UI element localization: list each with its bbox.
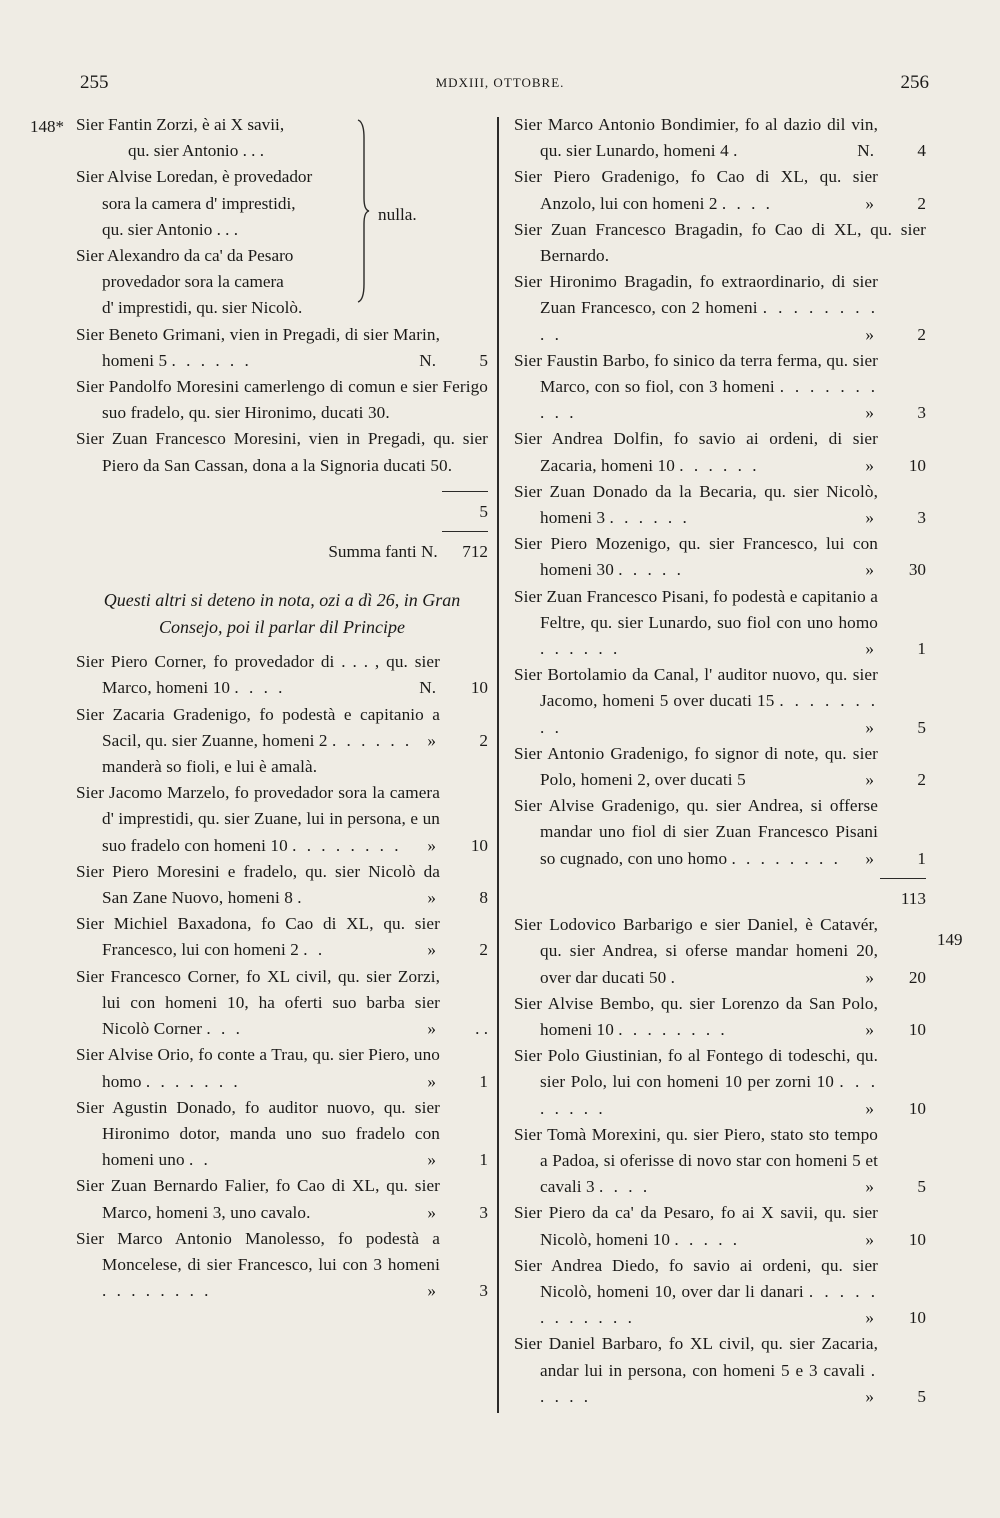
bracket-line: qu. sier Antonio . . . xyxy=(128,141,265,161)
entry-mark: » xyxy=(865,717,874,737)
entry-quantity: 1 xyxy=(917,639,926,659)
leader-dots: . . . . . . . . xyxy=(102,1281,212,1301)
subtotal-rule xyxy=(514,872,926,886)
entry-quantity: 2 xyxy=(479,940,488,960)
entry xyxy=(76,426,488,478)
entry-text: Sier Bortolamio da Canal, l' auditor nuovo, qu. sier Jacomo, homeni 5 over ducati 15 xyxy=(514,665,878,711)
entry xyxy=(76,1173,488,1225)
entry-quantity: 2 xyxy=(917,770,926,790)
leader-dots: . . . . . . . . . xyxy=(540,691,879,737)
brace-icon xyxy=(356,118,370,304)
summa-label: Summa fanti N. xyxy=(328,542,438,562)
leader-dots: . . . xyxy=(206,1019,243,1039)
entry-mark: » xyxy=(427,940,436,960)
entry xyxy=(514,269,926,348)
page-header xyxy=(0,72,1000,96)
entry-mark: » xyxy=(427,1071,436,1091)
entry-text: manderà so fioli, e lui è amalà. xyxy=(102,757,318,777)
entry-quantity: . . xyxy=(475,1019,488,1039)
leader-dots: . . . . . . xyxy=(331,730,413,750)
entry-mark: » xyxy=(865,639,874,659)
entry xyxy=(514,112,926,164)
entry-text: Sier Hironimo Bragadin, fo extraordinario, di sier Zuan Francesco, con 2 homeni xyxy=(514,272,878,318)
entry-text: Sier Alvise Orio, fo conte a Trau, qu. sier Piero, uno homo xyxy=(76,1045,440,1091)
entry-text: Sier Zuan Francesco Moresini, vien in Pregadi, qu. sier Piero da San Cassan, dona a la Signoria ducati 50. xyxy=(76,429,488,475)
subtotal-value: 113 xyxy=(900,888,926,908)
entry-quantity: 20 xyxy=(908,967,926,987)
entry-mark: » xyxy=(865,455,874,475)
entry-mark: » xyxy=(865,508,874,528)
entry-text: Sier Piero Mozenigo, qu. sier Francesco, lui con homeni 30 xyxy=(514,534,878,580)
page-number-left: 255 xyxy=(80,72,109,93)
entry-quantity: 3 xyxy=(917,403,926,423)
entry-text: Sier Alvise Gradenigo, qu. sier Andrea, si offerse mandar uno fiol di sier Zuan Francesco Pisani so cugnado, con uno homo xyxy=(514,796,878,868)
entry xyxy=(514,1253,926,1332)
entry xyxy=(76,374,488,426)
subtotal-value: 5 xyxy=(479,501,488,521)
entry-text: Sier Zuan Bernardo Falier, fo Cao di XL, qu. sier Marco, homeni 3, uno cavalo. xyxy=(76,1176,440,1222)
entry-quantity: 3 xyxy=(479,1281,488,1301)
subtotal xyxy=(76,499,488,525)
leader-dots: . . . . . . . . xyxy=(292,835,402,855)
entry xyxy=(514,1043,926,1122)
entry-text: Sier Michiel Baxadona, fo Cao di XL, qu. sier Francesco, lui con homeni 2 xyxy=(76,914,440,960)
leader-dots: . . . . . . xyxy=(171,350,252,370)
entry xyxy=(514,1200,926,1252)
entry xyxy=(76,780,488,859)
margin-note-right: 149 xyxy=(937,930,963,949)
entry xyxy=(514,662,926,741)
leader-dots: . . . . . . xyxy=(609,508,690,528)
entry-mark: » xyxy=(865,403,874,423)
entry-text: Sier Piero Corner, fo provedador di . . . , qu. sier Marco, homeni 10 xyxy=(76,652,440,698)
entry-mark: » xyxy=(427,730,436,750)
entry-mark: » xyxy=(865,1308,874,1328)
entry xyxy=(76,1095,488,1174)
entry-mark: » xyxy=(865,193,874,213)
entry xyxy=(76,754,488,780)
entry-mark: » xyxy=(865,1386,874,1406)
entry-text: Sier Pandolfo Moresini camerlengo di comun e sier Ferigo suo fradelo, qu. sier Hironimo, ducati 30. xyxy=(76,377,488,423)
entry-quantity: 1 xyxy=(479,1150,488,1170)
entry-quantity: 10 xyxy=(470,835,488,855)
entry-text: Sier Piero Gradenigo, fo Cao di XL, qu. sier Anzolo, lui con homeni 2 xyxy=(514,167,878,213)
leader-dots: . xyxy=(670,967,678,987)
entry-text: Sier Agustin Donado, fo auditor nuovo, qu. sier Hironimo dotor, manda uno suo fradelo con homeni uno xyxy=(76,1097,440,1170)
entry-text: Sier Zuan Francesco Bragadin, fo Cao di XL, qu. sier Bernardo. xyxy=(514,219,926,266)
entry-text: Sier Piero da ca' da Pesaro, fo ai X savii, qu. sier Nicolò, homeni 10 xyxy=(514,1203,878,1249)
summa-value: 712 xyxy=(462,542,488,562)
entry-quantity: 1 xyxy=(479,1071,488,1091)
entry xyxy=(514,1122,926,1201)
entry xyxy=(514,793,926,872)
entry-text: Sier Francesco Corner, fo XL civil, qu. sier Zorzi, lui con homeni 10, ha oferti suo barba sier Nicolò Corner xyxy=(76,966,440,1039)
leader-dots: . . . . . . . . xyxy=(618,1019,728,1039)
entry-text: Sier Polo Giustinian, fo al Fontego di todeschi, qu. sier Polo, lui con homeni 10 per zorni 10 xyxy=(514,1046,878,1092)
entry-mark: » xyxy=(427,1202,436,1222)
entry-mark: » xyxy=(865,1019,874,1039)
bracket-line: Sier Alvise Loredan, è provedador xyxy=(76,167,313,187)
bracket-line: sora la camera d' imprestidi, xyxy=(102,193,296,213)
entry-mark: » xyxy=(865,1098,874,1118)
entry-quantity: 2 xyxy=(479,730,488,750)
entry-text: Sier Zuan Francesco Pisani, fo podestà e capitanio a Feltre, qu. sier Lunardo, suo fiol con uno homo xyxy=(514,586,878,632)
entry-text: Sier Jacomo Marzelo, fo provedador sora la camera d' imprestidi, qu. sier Zuane, lui in persona, e un suo fradelo con homeni 10 xyxy=(76,783,440,855)
entry-mark: » xyxy=(427,835,436,855)
entry-quantity: 10 xyxy=(470,678,488,698)
entry xyxy=(514,164,926,216)
subtotal xyxy=(514,886,926,912)
entry-quantity: 10 xyxy=(908,1308,926,1328)
leader-dots: . . . . . . . . xyxy=(731,848,841,868)
bracket-group xyxy=(76,112,488,322)
entry xyxy=(514,479,926,531)
entry-quantity: 10 xyxy=(908,1098,926,1118)
entry-quantity: 3 xyxy=(479,1202,488,1222)
entry xyxy=(76,1226,488,1305)
entry-quantity: 2 xyxy=(917,324,926,344)
leader-dots: . . . . . xyxy=(540,1360,878,1406)
entry-quantity: 5 xyxy=(917,1386,926,1406)
entry xyxy=(76,964,488,1043)
leader-dots: . . . . . . . . . . xyxy=(540,298,879,344)
entry-quantity: 4 xyxy=(917,141,926,161)
entry-quantity: 30 xyxy=(908,560,926,580)
leader-dots: . . . . xyxy=(599,1177,651,1197)
entry-mark: » xyxy=(865,770,874,790)
leader-dots: . . . . . . . . . . . . xyxy=(540,1281,878,1328)
entry-mark: » xyxy=(865,967,874,987)
entry xyxy=(76,911,488,963)
entry xyxy=(514,1331,926,1410)
entry-text: Sier Faustin Barbo, fo sinico da terra ferma, qu. sier Marco, con so fiol, con 3 homeni xyxy=(514,350,878,397)
entry-text: Sier Daniel Barbaro, fo XL civil, qu. sier Zacaria, andar lui in persona, con homeni 5 e 3 cavali xyxy=(514,1334,878,1380)
entry-quantity: 2 xyxy=(917,193,926,213)
entry-quantity: 5 xyxy=(479,350,488,370)
entry xyxy=(76,1042,488,1094)
leader-dots: . . . . . . xyxy=(540,639,621,659)
entry xyxy=(76,649,488,701)
leader-dots: . . . . . xyxy=(618,560,684,580)
entry-mark: » xyxy=(865,1229,874,1249)
summa-line xyxy=(76,539,488,565)
entry-mark: » xyxy=(865,324,874,344)
bracket-line: qu. sier Antonio . . . xyxy=(102,219,239,239)
entry xyxy=(76,859,488,911)
bracket-line: provedador sora la camera xyxy=(102,272,284,292)
entry xyxy=(514,426,926,478)
entry-text: Sier Tomà Morexini, qu. sier Piero, stato sto tempo a Padoa, si oferisse di novo star con homeni 5 et cavali 3 xyxy=(514,1124,878,1197)
margin-note-left: 148* xyxy=(30,117,64,136)
leader-dots: . . . . . . xyxy=(679,455,760,475)
summa-rule xyxy=(76,525,488,539)
leader-dots: . . . . . xyxy=(674,1229,741,1249)
bracket-line: Sier Fantin Zorzi, è ai X savii, xyxy=(76,115,285,134)
entry-text: Sier Andrea Diedo, fo savio ai ordeni, qu. sier Nicolò, homeni 10, over dar li danari xyxy=(514,1255,878,1301)
entry-mark: » xyxy=(427,1150,436,1170)
entry xyxy=(514,991,926,1043)
leader-dots: . . . . xyxy=(234,678,286,698)
entry-text: Sier Marco Antonio Manolesso, fo podestà a Moncelese, di sier Francesco, lui con 3 homeni xyxy=(76,1228,440,1274)
running-title: MDXIII, OTTOBRE. xyxy=(435,75,565,90)
entry-text: Sier Andrea Dolfin, fo savio ai ordeni, di sier Zacaria, homeni 10 xyxy=(514,429,878,475)
entry-mark: » xyxy=(865,848,874,868)
entry xyxy=(76,702,488,754)
entry-mark: » xyxy=(427,1281,436,1301)
entry-text: Sier Lodovico Barbarigo e sier Daniel, è Catavér, qu. sier Andrea, si oferse mandar homeni 20, over dar ducati 50 xyxy=(514,915,878,987)
entry-text: Sier Piero Moresini e fradelo, qu. sier Nicolò da San Zane Nuovo, homeni 8 xyxy=(76,861,440,908)
leader-dots: . . . . . . . xyxy=(145,1071,241,1091)
entry xyxy=(514,741,926,793)
entry xyxy=(514,217,926,269)
entry-text: Sier Zacaria Gradenigo, fo podestà e capitanio a Sacil, qu. sier Zuanne, homeni 2 xyxy=(76,704,440,750)
entry-text: Sier Zuan Donado da la Becaria, qu. sier Nicolò, homeni 3 xyxy=(514,481,878,528)
entry xyxy=(514,348,926,427)
entry-text: Sier Antonio Gradenigo, fo signor di note, qu. sier Polo, homeni 2, over ducati 5 xyxy=(514,743,878,790)
bracket-note: nulla. xyxy=(378,205,417,224)
bracket-line: Sier Alexandro da ca' da Pesaro xyxy=(76,246,294,266)
entry-text: Sier Beneto Grimani, vien in Pregadi, di sier Marin, homeni 5 xyxy=(76,324,440,370)
right-column xyxy=(514,112,926,1410)
entry-mark: » xyxy=(427,1019,436,1039)
leader-dots: . xyxy=(297,888,305,908)
entry-quantity: 10 xyxy=(908,1019,926,1039)
entry-text: Sier Marco Antonio Bondimier, fo al dazio dil vin, qu. sier Lunardo, homeni 4 xyxy=(514,115,878,161)
entry-mark: » xyxy=(865,560,874,580)
leader-dots: . xyxy=(733,141,741,161)
entry-mark: » xyxy=(427,888,436,908)
page-number-right: 256 xyxy=(900,72,929,93)
leader-dots: . . . . . . . . . . xyxy=(540,377,878,423)
entry-mark: N. xyxy=(419,678,436,698)
leader-dots: . . . . xyxy=(721,193,773,213)
entry-quantity: 3 xyxy=(917,508,926,528)
entry-quantity: 8 xyxy=(479,888,488,908)
section-heading: Questi altri si deteno in nota, ozi a dì 26, in Gran Consejo, poi il parlar dil Principe xyxy=(103,590,461,638)
entry-mark: N. xyxy=(419,350,436,370)
entry-quantity: 10 xyxy=(908,1229,926,1249)
leader-dots: . . xyxy=(188,1150,211,1170)
leader-dots: . . xyxy=(303,940,326,960)
entry-text: Sier Alvise Bembo, qu. sier Lorenzo da San Polo, homeni 10 xyxy=(514,993,878,1039)
column-divider xyxy=(497,117,499,1413)
entry xyxy=(76,322,488,374)
entry-quantity: 5 xyxy=(917,1177,926,1197)
entry-quantity: 10 xyxy=(908,455,926,475)
entry-quantity: 5 xyxy=(917,717,926,737)
leader-dots: . . . . . . . . xyxy=(540,1072,879,1118)
entry xyxy=(514,912,926,991)
entry-mark: N. xyxy=(857,141,874,161)
entry-quantity: 1 xyxy=(917,848,926,868)
entry xyxy=(514,531,926,583)
left-column xyxy=(76,112,488,1304)
subtotal-rule xyxy=(76,485,488,499)
entry xyxy=(514,584,926,663)
bracket-line: d' imprestidi, qu. sier Nicolò. xyxy=(102,298,303,318)
entry-mark: » xyxy=(865,1177,874,1197)
